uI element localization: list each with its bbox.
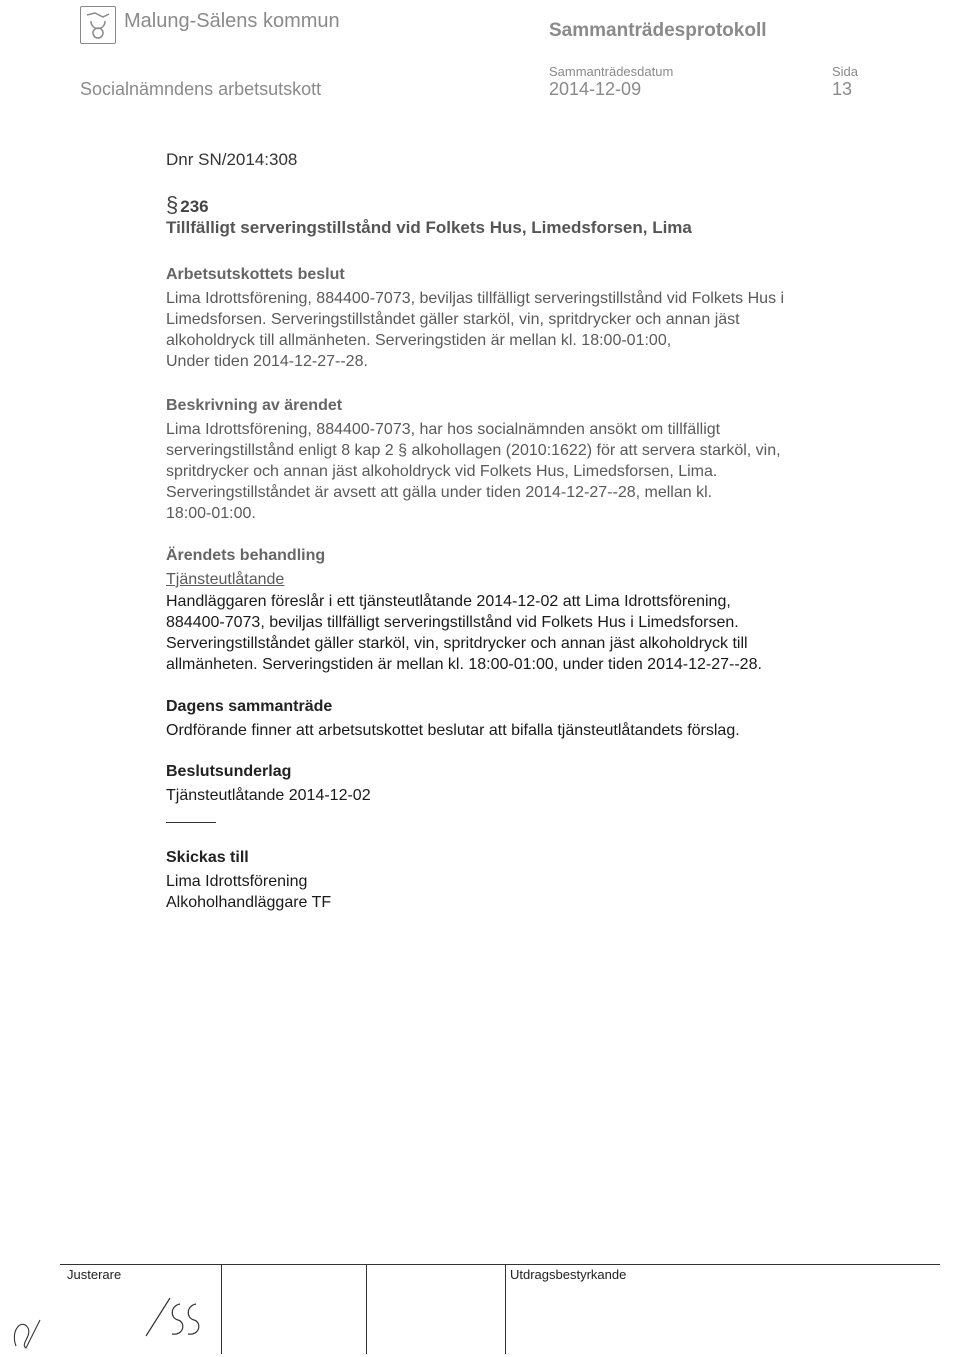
utdrag-label: Utdragsbestyrkande — [510, 1267, 627, 1282]
justerare-label: Justerare — [67, 1267, 122, 1282]
page-number: 13 — [832, 79, 853, 99]
basis-text — [166, 785, 371, 806]
recipient-item: Alkoholhandläggare TF — [166, 894, 332, 911]
municipality-name: Malung-Sälens kommun — [124, 10, 340, 32]
municipality-logo — [80, 6, 116, 44]
basis-line: Tjänsteutlåtande 2014-12-02 — [166, 787, 371, 804]
footer-divider — [221, 1264, 222, 1354]
meeting-date-label: Sammanträdesdatum — [549, 64, 674, 79]
protocol-title: Sammanträdesprotokoll — [549, 20, 767, 41]
signature-initials — [140, 1292, 210, 1342]
handling-line: Serveringstillståndet gäller starköl, vin, spritdrycker och annan jäst alkoholdryck till — [166, 635, 748, 652]
decision-line: Under tiden 2014-12-27--28. — [166, 353, 368, 370]
paragraph-number-value: 236 — [180, 197, 209, 216]
description-line: Lima Idrottsförening, 884400-7073, har hos socialnämnden ansökt om tillfälligt — [166, 421, 721, 438]
recipient-item: Lima Idrottsförening — [166, 873, 308, 890]
paragraph-number — [166, 192, 209, 218]
decision-line: alkoholdryck till allmänheten. Serveringstiden är mellan kl. 18:00-01:00, — [166, 332, 672, 349]
handling-line: Handläggaren föreslår i ett tjänsteutlåtande 2014-12-02 att Lima Idrottsförening, — [166, 593, 731, 610]
meeting-line: Ordförande finner att arbetsutskottet beslutar att bifalla tjänsteutlåtandets förslag. — [166, 722, 740, 739]
description-line: spritdrycker och annan jäst alkoholdryck vid Folkets Hus, Limedsforsen, Lima. — [166, 463, 718, 480]
committee-name: Socialnämndens arbetsutskott — [80, 79, 322, 99]
signature-mark — [6, 1310, 50, 1354]
description-line: 18:00-01:00. — [166, 505, 256, 522]
heading-meeting: Dagens sammanträde — [166, 698, 333, 715]
decision-line: Limedsforsen. Serveringstillståndet gäller starköl, vin, spritdrycker och annan jäst — [166, 311, 740, 328]
heading-description: Beskrivning av ärendet — [166, 397, 343, 414]
heading-recipients: Skickas till — [166, 849, 249, 866]
footer-divider — [505, 1264, 506, 1354]
description-line: serveringstillstånd enligt 8 kap 2 § alkohollagen (2010:1622) för att servera starköl, vin, — [166, 442, 781, 459]
handling-text — [166, 591, 762, 675]
description-text — [166, 419, 781, 524]
heading-decision: Arbetsutskottets beslut — [166, 266, 345, 283]
divider — [166, 822, 216, 823]
section-sign-icon: § — [166, 192, 179, 217]
subheading-statement: Tjänsteutlåtande — [166, 571, 285, 588]
crest-icon — [81, 7, 115, 43]
heading-basis: Beslutsunderlag — [166, 763, 292, 780]
recipients-list — [166, 871, 331, 913]
heading-handling: Ärendets behandling — [166, 547, 326, 564]
case-title: Tillfälligt serveringstillstånd vid Folkets Hus, Limedsforsen, Lima — [166, 218, 692, 237]
meeting-text — [166, 720, 740, 741]
case-number: Dnr SN/2014:308 — [166, 150, 298, 169]
decision-text — [166, 288, 784, 372]
footer-divider — [366, 1264, 367, 1354]
footer-rule — [60, 1264, 940, 1265]
description-line: Serveringstillståndet är avsett att gälla under tiden 2014-12-27--28, mellan kl. — [166, 484, 713, 501]
page-label: Sida — [832, 64, 859, 79]
meeting-date: 2014-12-09 — [549, 79, 642, 99]
handling-line: allmänheten. Serveringstiden är mellan kl. 18:00-01:00, under tiden 2014-12-27--28. — [166, 656, 762, 673]
decision-line: Lima Idrottsförening, 884400-7073, beviljas tillfälligt serveringstillstånd vid Folkets Hus i — [166, 290, 785, 307]
handling-line: 884400-7073, beviljas tillfälligt serveringstillstånd vid Folkets Hus i Limedsforsen. — [166, 614, 739, 631]
